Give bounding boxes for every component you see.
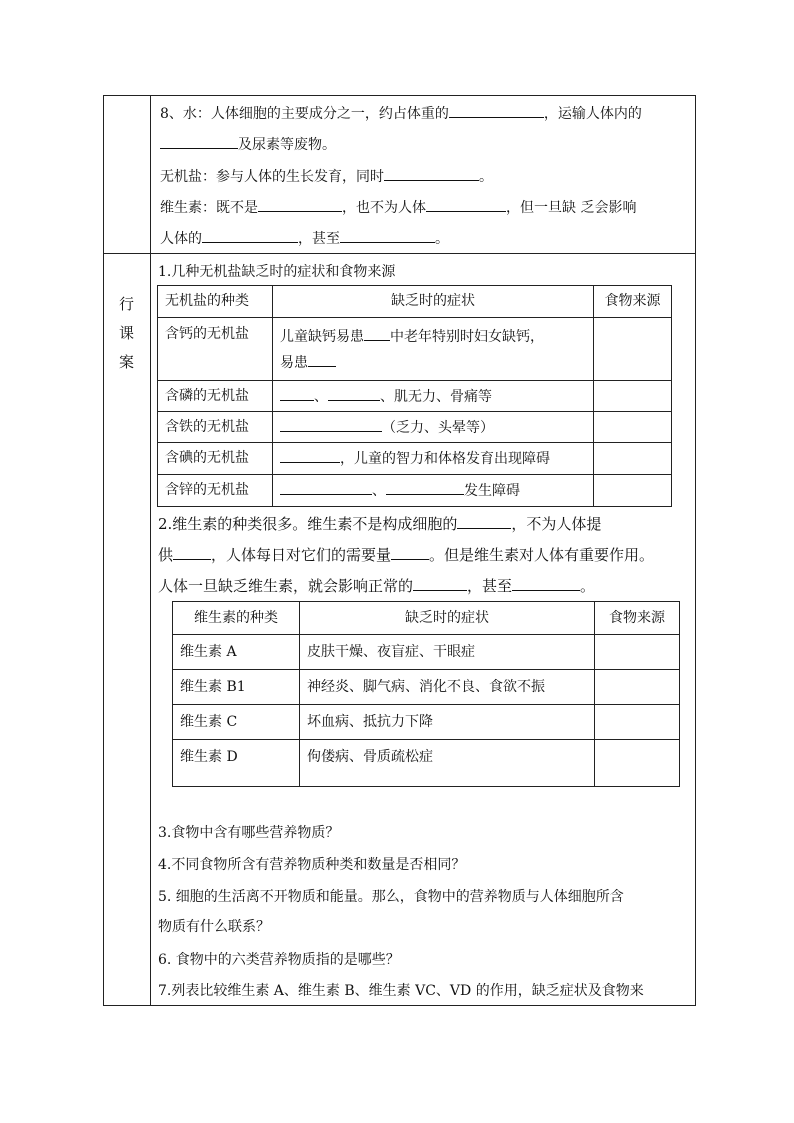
- table-header-row: [173, 602, 680, 635]
- answer-blank[interactable]: [386, 480, 464, 495]
- table-row: [158, 475, 672, 507]
- answer-blank[interactable]: [449, 103, 544, 118]
- table-row: [158, 381, 672, 412]
- top-line-1: 8、水：人体细胞的主要成分之一，约占体重的 ，运输人体内的: [160, 103, 642, 124]
- table-header-row: [158, 286, 672, 318]
- food-source-cell[interactable]: [594, 475, 672, 507]
- answer-blank[interactable]: [280, 417, 382, 432]
- answer-blank[interactable]: [328, 386, 380, 401]
- mineral-kind: 含钙的无机盐: [158, 318, 273, 381]
- top-line-3: 无机盐：参与人体的生长发育，同时 。: [160, 166, 493, 187]
- table-row: [173, 635, 680, 670]
- answer-blank[interactable]: [202, 228, 298, 243]
- mineral-symptom: 儿童缺钙易患 中老年特别时妇女缺钙， 易患: [273, 318, 594, 381]
- answer-blank[interactable]: [512, 576, 580, 591]
- answer-blank[interactable]: [413, 576, 467, 591]
- vitamin-symptom: 佝偻病、骨质疏松症: [300, 740, 595, 787]
- mineral-kind: 含磷的无机盐: [158, 381, 273, 412]
- side-label-char: 行: [118, 295, 134, 313]
- question-4: 4.不同食物所含有营养物质种类和数量是否相同？: [158, 857, 466, 873]
- answer-blank[interactable]: [280, 448, 340, 463]
- table-row: [158, 443, 672, 475]
- mineral-symptom: ，儿童的智力和体格发育出现障碍: [273, 443, 594, 475]
- answer-blank[interactable]: [364, 326, 390, 341]
- vitamins-table: [172, 601, 680, 787]
- vitamin-symptom: 坏血病、抵抗力下降: [300, 705, 595, 740]
- question-7: 7.列表比较维生素 A、维生素 B、维生素 VC、VD 的作用，缺乏症状及食物来: [158, 983, 644, 999]
- answer-blank[interactable]: [308, 352, 336, 367]
- side-label: [103, 290, 150, 377]
- header-cell: 缺乏时的症状: [273, 286, 594, 318]
- mineral-kind: 含铁的无机盐: [158, 412, 273, 443]
- food-source-cell[interactable]: [594, 381, 672, 412]
- vitamin-kind: 维生素 C: [173, 705, 300, 740]
- mineral-kind: 含锌的无机盐: [158, 475, 273, 507]
- question-6: 6. 食物中的六类营养物质指的是哪些？: [158, 952, 400, 968]
- header-cell: 食物来源: [595, 602, 680, 635]
- section2-line-2: 供 ，人体每日对它们的需要量 。但是维生素对人体有重要作用。: [158, 546, 655, 564]
- food-source-cell[interactable]: [595, 635, 680, 670]
- answer-blank[interactable]: [280, 386, 314, 401]
- minerals-table: [157, 285, 672, 507]
- vitamin-symptom: 神经炎、脚气病、消化不良、食欲不振: [300, 670, 595, 705]
- vitamin-kind: 维生素 B1: [173, 670, 300, 705]
- vitamin-kind: 维生素 D: [173, 740, 300, 787]
- food-source-cell[interactable]: [595, 740, 680, 787]
- question-5-line-1: 5. 细胞的生活离不开物质和能量。那么，食物中的营养物质与人体细胞所含: [158, 889, 624, 905]
- answer-blank[interactable]: [258, 197, 342, 212]
- answer-blank[interactable]: [391, 545, 429, 560]
- header-cell: 食物来源: [594, 286, 672, 318]
- top-line-2: 及尿素等废物。: [160, 134, 336, 155]
- answer-blank[interactable]: [457, 514, 511, 529]
- question-5-line-2: 物质有什么联系？: [158, 919, 270, 935]
- table-row: [173, 705, 680, 740]
- answer-blank[interactable]: [384, 166, 479, 181]
- answer-blank[interactable]: [340, 228, 435, 243]
- mineral-kind: 含碘的无机盐: [158, 443, 273, 475]
- side-label-char: 案: [118, 353, 134, 371]
- row-divider: [103, 253, 696, 254]
- mineral-symptom: 、 发生障碍: [273, 475, 594, 507]
- food-source-cell[interactable]: [594, 443, 672, 475]
- mineral-symptom: 、 、肌无力、骨痛等: [273, 381, 594, 412]
- vitamin-kind: 维生素 A: [173, 635, 300, 670]
- section1-title: 1.几种无机盐缺乏时的症状和食物来源: [158, 264, 396, 280]
- left-column-divider: [150, 95, 151, 1006]
- answer-blank[interactable]: [426, 197, 506, 212]
- vitamin-symptom: 皮肤干燥、夜盲症、干眼症: [300, 635, 595, 670]
- answer-blank[interactable]: [160, 134, 238, 149]
- section2-line-1: 2.维生素的种类很多。维生素不是构成细胞的 ，不为人体提: [158, 515, 602, 533]
- food-source-cell[interactable]: [595, 705, 680, 740]
- header-cell: 维生素的种类: [173, 602, 300, 635]
- mineral-symptom: （乏力、头晕等）: [273, 412, 594, 443]
- section2-line-3: 人体一旦缺乏维生素，就会影响正常的 ，甚至 。: [158, 577, 596, 595]
- answer-blank[interactable]: [280, 480, 372, 495]
- top-line-4: 维生素：既不是 ，也不为人体 ，但一旦缺 乏会影响: [160, 197, 636, 218]
- food-source-cell[interactable]: [594, 318, 672, 381]
- answer-blank[interactable]: [173, 545, 211, 560]
- header-cell: 缺乏时的症状: [300, 602, 595, 635]
- side-label-char: 课: [118, 324, 134, 342]
- food-source-cell[interactable]: [595, 670, 680, 705]
- question-3: 3.食物中含有哪些营养物质？: [158, 825, 340, 841]
- header-cell: 无机盐的种类: [158, 286, 273, 318]
- table-row: [158, 412, 672, 443]
- table-row: [173, 670, 680, 705]
- food-source-cell[interactable]: [594, 412, 672, 443]
- top-line-5: 人体的 ，甚至 。: [160, 228, 449, 249]
- table-row: [173, 740, 680, 787]
- table-row: [158, 318, 672, 381]
